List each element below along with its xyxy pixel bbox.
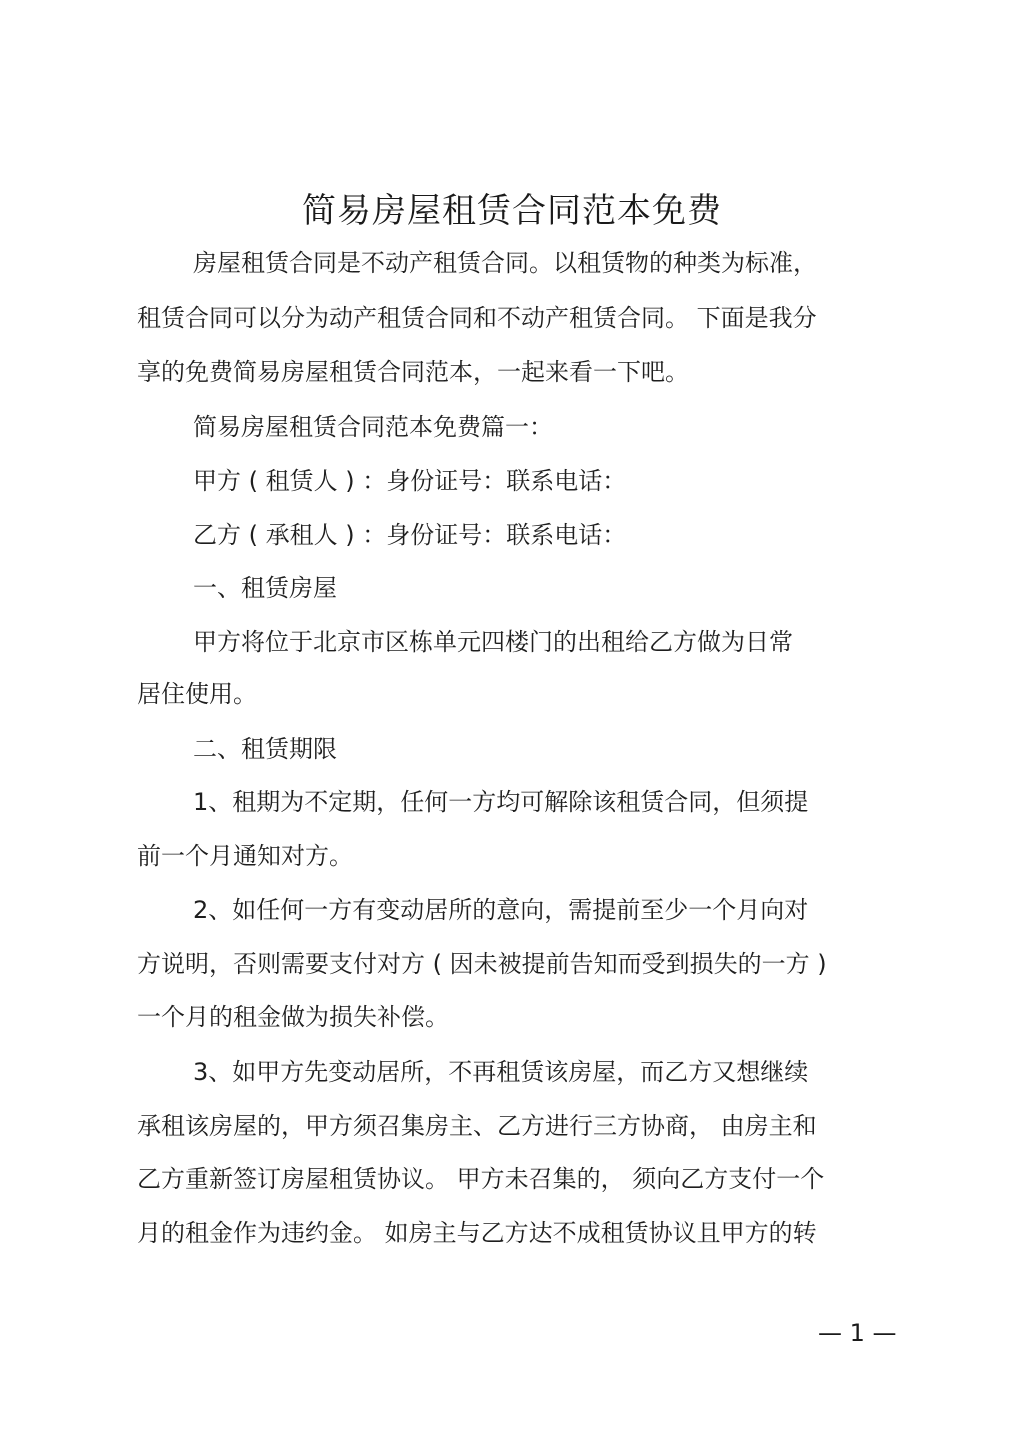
section-heading-template-one: 简易房屋租赁合同范本免费篇一： <box>193 413 553 441</box>
clause-2-item-1-line-1: 1、租期为不定期，任何一方均可解除该租赁合同，但须提 <box>193 788 809 816</box>
clause-2-item-2-line-2: 方说明，否则需要支付对方 ( 因未被提前告知而受到损失的一方 ) <box>137 950 827 978</box>
clause-2-item-2-line-1: 2、如任何一方有变动居所的意向，需提前至少一个月向对 <box>193 896 809 924</box>
clause-heading-1: 一、租赁房屋 <box>193 574 337 602</box>
clause-1-line-2: 居住使用。 <box>137 680 257 708</box>
clause-2-item-3-line-2: 承租该房屋的，甲方须召集房主、乙方进行三方协商， 由房主和 <box>137 1112 817 1140</box>
party-b-line: 乙方 ( 承租人 ) ：身份证号：联系电话： <box>193 521 627 549</box>
page-number: — 1 — <box>818 1319 897 1347</box>
paragraph-intro-line-1: 房屋租赁合同是不动产租赁合同。以租赁物的种类为标准， <box>193 249 817 277</box>
clause-2-item-3-line-1: 3、如甲方先变动居所，不再租赁该房屋，而乙方又想继续 <box>193 1058 809 1086</box>
document-title: 简易房屋租赁合同范本免费 <box>302 191 722 231</box>
clause-heading-2: 二、租赁期限 <box>193 735 337 763</box>
clause-2-item-3-line-3: 乙方重新签订房屋租赁协议。 甲方未召集的， 须向乙方支付一个 <box>137 1165 825 1193</box>
paragraph-intro-line-2: 租赁合同可以分为动产租赁合同和不动产租赁合同。 下面是我分 <box>137 304 817 332</box>
party-a-line: 甲方 ( 租赁人 ) ：身份证号：联系电话： <box>193 467 627 495</box>
paragraph-intro-line-3: 享的免费简易房屋租赁合同范本，一起来看一下吧。 <box>137 358 689 386</box>
clause-2-item-3-line-4: 月的租金作为违约金。 如房主与乙方达不成租赁协议且甲方的转 <box>137 1219 817 1247</box>
clause-1-line-1: 甲方将位于北京市区栋单元四楼门的出租给乙方做为日常 <box>193 628 793 656</box>
clause-2-item-1-line-2: 前一个月通知对方。 <box>137 842 353 870</box>
clause-2-item-2-line-3: 一个月的租金做为损失补偿。 <box>137 1003 449 1031</box>
